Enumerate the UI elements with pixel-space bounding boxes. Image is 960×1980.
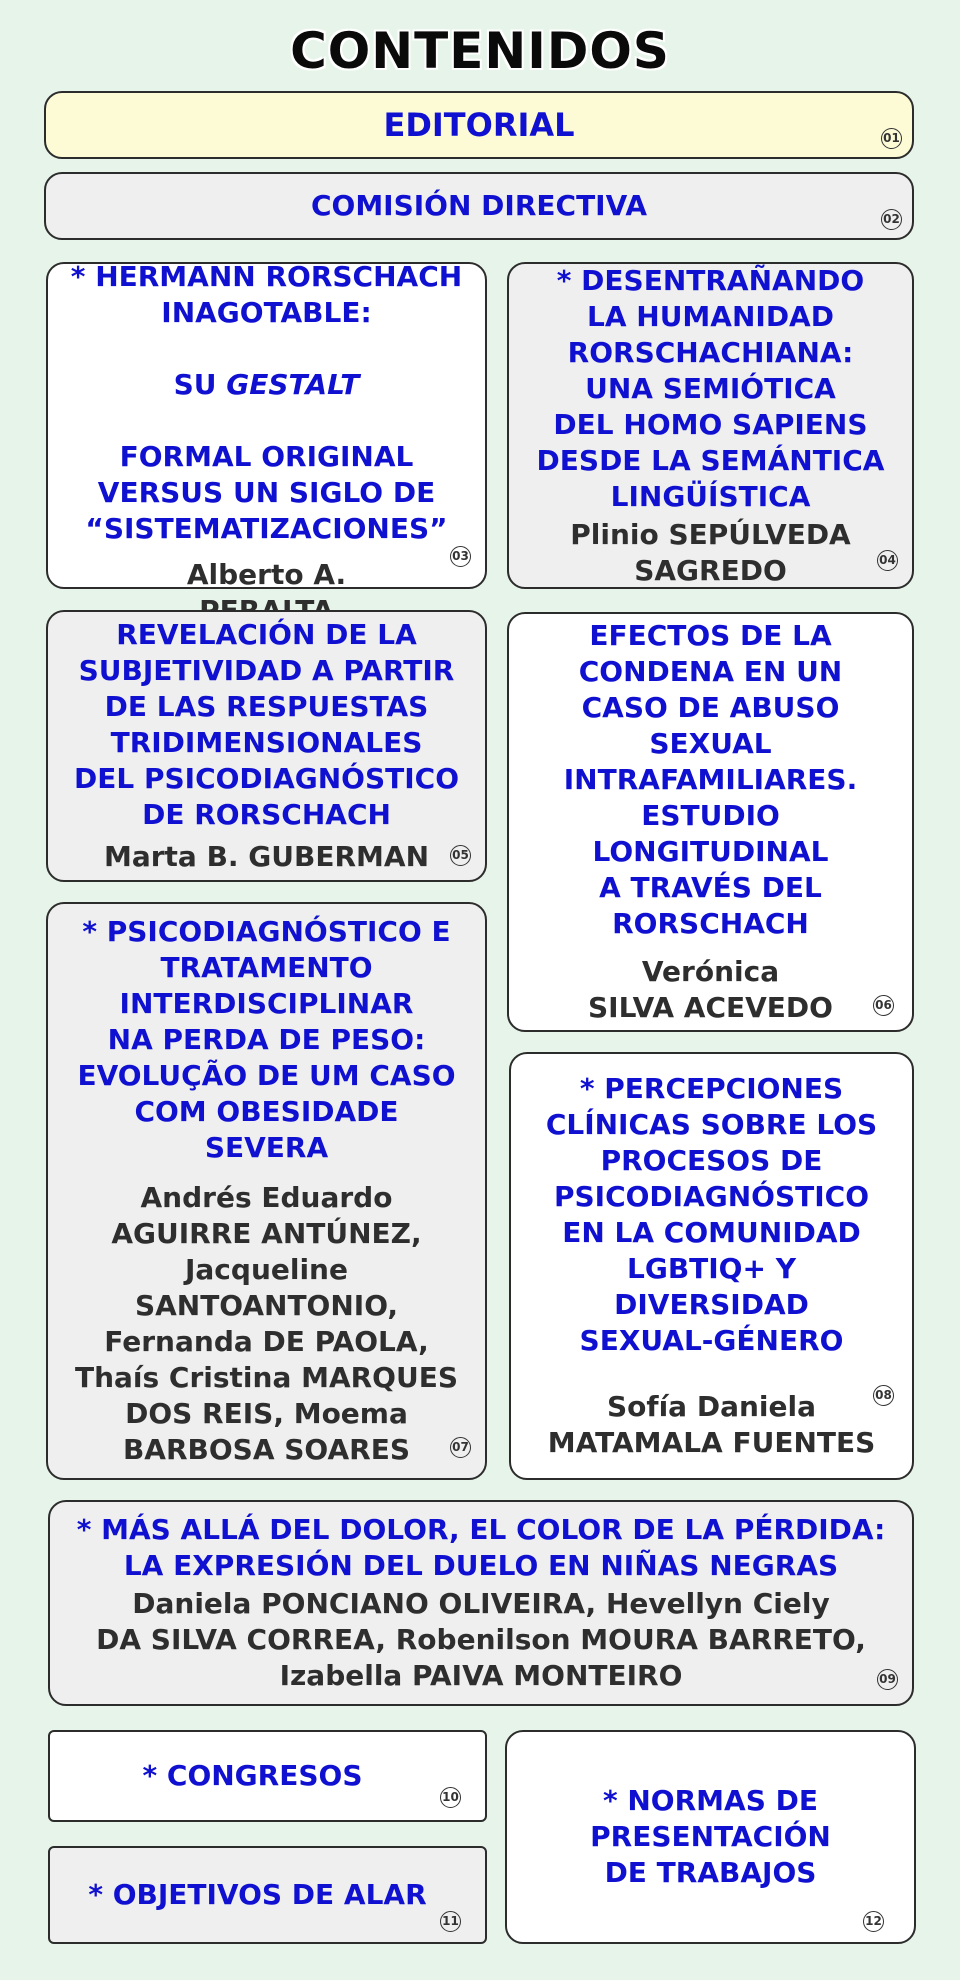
page-number-badge: 10: [440, 1787, 461, 1808]
toc-item-title: * NORMAS DE PRESENTACIÓN DE TRABAJOS: [590, 1784, 831, 1889]
toc-item-congresos[interactable]: [48, 1730, 487, 1822]
toc-item-editorial[interactable]: [44, 91, 914, 159]
toc-item-efectos-condena[interactable]: [507, 612, 914, 1032]
toc-item-hermann-rorschach[interactable]: [46, 259, 487, 591]
toc-item-title: * MÁS ALLÁ DEL DOLOR, EL COLOR DE LA PÉRDIDA: LA EXPRESIÓN DEL DUELO EN NIÑAS NEGRAS: [76, 1513, 886, 1582]
page-number-badge: 01: [881, 128, 902, 149]
toc-item-author: Daniela PONCIANO OLIVEIRA, Hevellyn Ciely DA SILVA CORREA, Robenilson MOURA BARRETO, Izabella PAIVA MONTEIRO: [96, 1587, 866, 1692]
toc-item-title: * HERMANN RORSCHACH INAGOTABLE: SU GESTALT FORMAL ORIGINAL VERSUS UN SIGLO DE “SISTEMATIZACIONES”: [70, 259, 463, 545]
toc-item-title: EDITORIAL: [383, 106, 575, 144]
toc-item-title: * DESENTRAÑANDO LA HUMANIDAD RORSCHACHIANA: UNA SEMIÓTICA DEL HOMO SAPIENS DESDE LA SEMÁNTICA LINGÜÍSTICA: [536, 263, 885, 513]
page-number-badge: 05: [450, 845, 471, 866]
toc-item-title: * CONGRESOS: [142, 1759, 363, 1792]
toc-item-revelacion-subjetividad[interactable]: [46, 610, 487, 882]
toc-item-psicodiagnostico-tratamento[interactable]: [46, 902, 487, 1480]
page-title: CONTENIDOS: [290, 22, 670, 80]
toc-item-mas-alla-del-dolor[interactable]: [48, 1500, 914, 1706]
toc-item-title: COMISIÓN DIRECTIVA: [310, 189, 648, 222]
page-number-badge: 03: [450, 546, 471, 567]
toc-item-objetivos-alar[interactable]: [48, 1846, 487, 1944]
page-number-badge: 06: [873, 995, 894, 1016]
page-number-badge: 12: [863, 1911, 884, 1932]
toc-item-author: Plinio SEPÚLVEDA SAGREDO: [570, 517, 851, 587]
toc-item-title: EFECTOS DE LA CONDENA EN UN CASO DE ABUSO SEXUAL INTRAFAMILIARES. ESTUDIO LONGITUDINAL A TRAVÉS DEL RORSCHACH: [563, 619, 858, 940]
page-number-badge: 08: [873, 1385, 894, 1406]
toc-item-author: Verónica SILVA ACEVEDO: [588, 955, 833, 1024]
page-number-badge: 02: [881, 209, 902, 230]
toc-item-desentranando[interactable]: [507, 262, 914, 589]
toc-item-author: Andrés Eduardo AGUIRRE ANTÚNEZ, Jacqueline SANTOANTONIO, Fernanda DE PAOLA, Thaís Cristina MARQUES DOS REIS, Moema BARBOSA SOARES: [74, 1181, 459, 1466]
toc-item-percepciones-clinicas[interactable]: [509, 1052, 914, 1480]
toc-item-author: Sofía Daniela MATAMALA FUENTES: [547, 1390, 876, 1459]
page-number-badge: 04: [877, 550, 898, 571]
page-number-badge: 09: [877, 1669, 898, 1690]
toc-item-title: * OBJETIVOS DE ALAR: [88, 1878, 427, 1911]
toc-item-author: Marta B. GUBERMAN: [103, 840, 430, 873]
page-number-badge: 11: [440, 1911, 461, 1932]
toc-item-title: REVELACIÓN DE LA SUBJETIVIDAD A PARTIR DE LAS RESPUESTAS TRIDIMENSIONALES DEL PSICODIAGNÓSTICO DE RORSCHACH: [74, 618, 459, 831]
toc-item-normas-presentacion[interactable]: [505, 1730, 916, 1944]
toc-item-title: * PSICODIAGNÓSTICO E TRATAMENTO INTERDISCIPLINAR NA PERDA DE PESO: EVOLUÇÃO DE UM CASO COM OBESIDADE SEVERA: [77, 915, 456, 1164]
toc-item-author: Alberto A.: [186, 557, 347, 591]
toc-item-title: * PERCEPCIONES CLÍNICAS SOBRE LOS PROCESOS DE PSICODIAGNÓSTICO EN LA COMUNIDAD LGBTIQ+ Y DIVERSIDAD SEXUAL-GÉNERO: [545, 1072, 878, 1357]
page-number-badge: 07: [450, 1437, 471, 1458]
